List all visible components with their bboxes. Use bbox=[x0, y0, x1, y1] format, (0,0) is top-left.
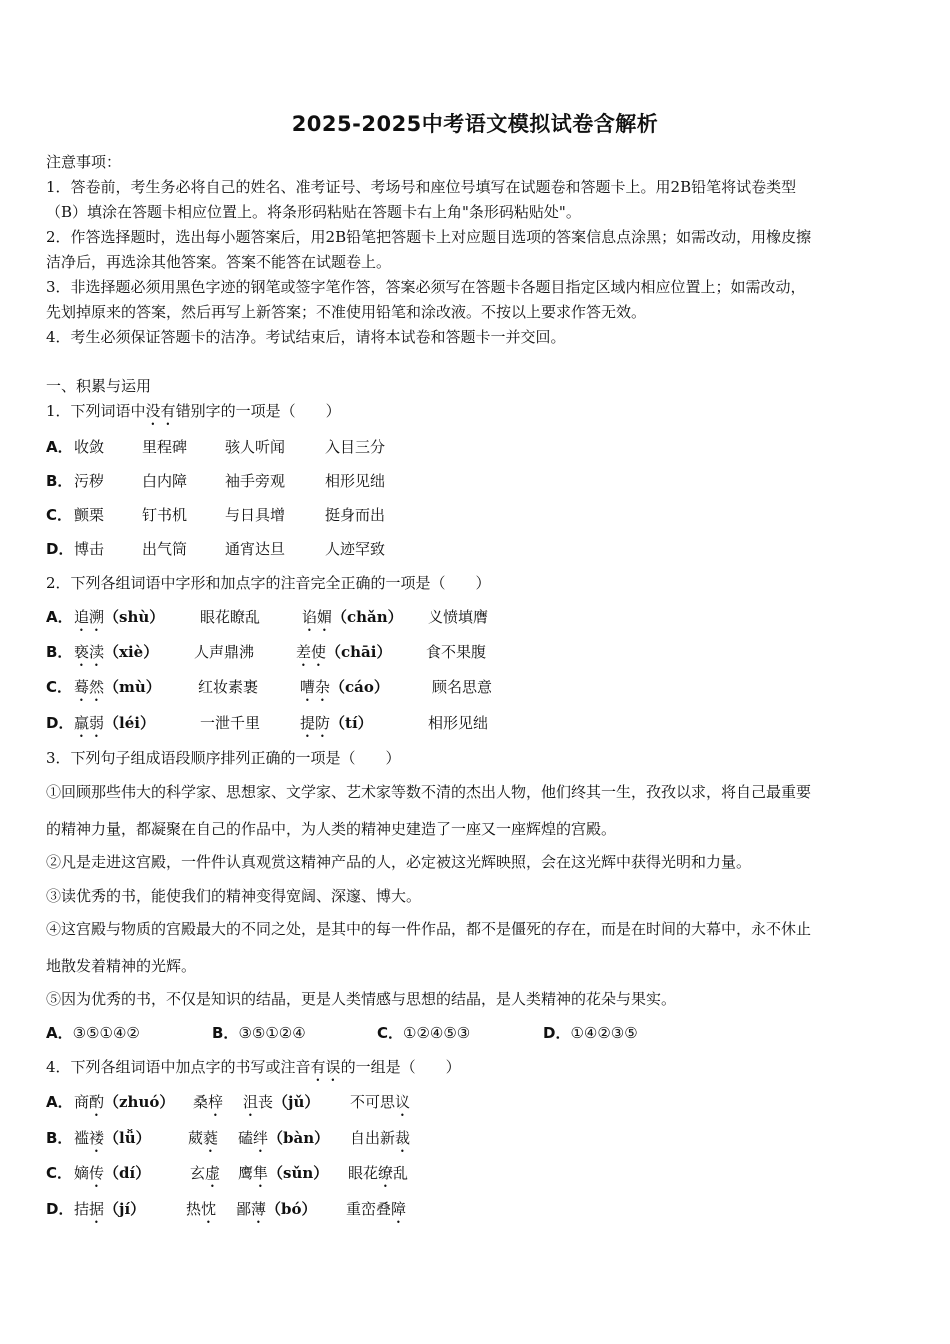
question-2-stem: 2．下列各组词语中字形和加点字的注音完全正确的一项是（ ） bbox=[46, 574, 491, 592]
q1-option-label: D． bbox=[46, 540, 74, 558]
q2-option-item: 差使（chāi） bbox=[296, 643, 392, 661]
q4-option-item: 鄙薄（bó） bbox=[236, 1200, 317, 1218]
q2-option-item: 嘈杂（cáo） bbox=[300, 678, 389, 696]
q2-option-item: 顾名思意 bbox=[432, 678, 493, 696]
q3-option-a: A．③⑤①④② bbox=[46, 1024, 140, 1042]
question-1-stem: 1．下列词语中没有错别字的一项是（ ） bbox=[46, 402, 341, 420]
notice-heading: 注意事项： bbox=[46, 153, 122, 171]
q4-option-a: A． bbox=[46, 1093, 73, 1111]
q2-option-b: B． bbox=[46, 643, 73, 661]
q2-option-item: 蓦然（mù） bbox=[74, 678, 161, 696]
q2-option-item: 相形见绌 bbox=[428, 714, 489, 732]
q3-sentence: ⑤因为优秀的书，不仅是知识的结晶，更是人类情感与思想的结晶，是人类精神的花朵与果实。 bbox=[46, 990, 677, 1008]
q3-sentence: 的精神力量，都凝聚在自己的作品中，为人类的精神史建造了一座又一座辉煌的宫殿。 bbox=[46, 820, 617, 838]
q3-sentence: ②凡是走进这宫殿，一件件认真观赏这精神产品的人，必定被这光辉映照，会在这光辉中获得光明和力量。 bbox=[46, 853, 752, 871]
q1-option-item: 骇人听闻 bbox=[225, 438, 286, 456]
q2-option-item: 亵渎（xiè） bbox=[74, 643, 159, 661]
q1-option-item: 挺身而出 bbox=[325, 506, 386, 524]
q2-option-item: 一泄千里 bbox=[200, 714, 261, 732]
notice-line: 1．答卷前，考生务必将自己的姓名、准考证号、考场号和座位号填写在试题卷和答题卡上。用2B铅笔将试卷类型 bbox=[46, 178, 797, 196]
q4-option-item: 重峦叠障 bbox=[346, 1200, 407, 1218]
q4-option-item: 桑梓 bbox=[193, 1093, 224, 1111]
q1-option-item: 白内障 bbox=[142, 472, 188, 490]
q3-sentence: ③读优秀的书，能使我们的精神变得宽阔、深邃、博大。 bbox=[46, 887, 422, 905]
q4-option-item: 商酌（zhuó） bbox=[74, 1093, 175, 1111]
notice-line: 4．考生必须保证答题卡的洁净。考试结束后，请将本试卷和答题卡一并交回。 bbox=[46, 328, 566, 346]
q1-option-item: 钉书机 bbox=[142, 506, 188, 524]
q1-option-item: 人迹罕致 bbox=[325, 540, 386, 558]
q1-option-item: 收敛 bbox=[74, 438, 105, 456]
q1-option-item: 出气筒 bbox=[142, 540, 188, 558]
q3-option-c: C．①②④⑤③ bbox=[377, 1024, 471, 1042]
q4-option-item: 葳蕤 bbox=[188, 1129, 219, 1147]
question-4-stem: 4．下列各组词语中加点字的书写或注音有误的一组是（ ） bbox=[46, 1058, 461, 1076]
q1-option-item: 博击 bbox=[74, 540, 105, 558]
q4-option-item: 磕绊（bàn） bbox=[238, 1129, 330, 1147]
q3-sentence: ④这宫殿与物质的宫殿最大的不同之处，是其中的每一件作品，都不是僵死的存在，而是在时间的大幕中，永不休止 bbox=[46, 920, 812, 938]
q3-sentence: ①回顾那些伟大的科学家、思想家、文学家、艺术家等数不清的杰出人物，他们终其一生，孜孜以求，将自己最重要 bbox=[46, 783, 812, 801]
q4-option-item: 不可思议 bbox=[350, 1093, 411, 1111]
q2-option-item: 谄媚（chǎn） bbox=[302, 608, 403, 626]
q1-option-item: 与日具增 bbox=[225, 506, 286, 524]
q1-option-item: 通宵达旦 bbox=[225, 540, 286, 558]
q4-option-c: C． bbox=[46, 1164, 73, 1182]
q2-option-d: D． bbox=[46, 714, 74, 732]
emphasis-mark: 有误 bbox=[310, 1058, 341, 1076]
q1-option-item: 相形见绌 bbox=[325, 472, 386, 490]
q2-option-item: 提防（tí） bbox=[300, 714, 373, 732]
q2-option-item: 红妆素裹 bbox=[198, 678, 259, 696]
q3-option-d: D．①④②③⑤ bbox=[543, 1024, 638, 1042]
notice-line: （B）填涂在答题卡相应位置上。将条形码粘贴在答题卡右上角"条形码粘贴处"。 bbox=[46, 203, 581, 221]
q4-option-item: 自出新裁 bbox=[350, 1129, 411, 1147]
notice-line: 洁净后，再选涂其他答案。答案不能答在试题卷上。 bbox=[46, 253, 392, 271]
notice-line: 先划掉原来的答案，然后再写上新答案；不准使用铅笔和涂改液。不按以上要求作答无效。 bbox=[46, 303, 647, 321]
emphasis-mark: 没有 bbox=[145, 402, 176, 420]
notice-line: 2．作答选择题时，选出每小题答案后，用2B铅笔把答题卡上对应题目选项的答案信息点涂黑；如需改动，用橡皮擦 bbox=[46, 228, 812, 246]
page-title: 2025-2025中考语文模拟试卷含解析 bbox=[291, 112, 659, 136]
q4-option-item: 热忱 bbox=[186, 1200, 217, 1218]
q2-option-item: 食不果腹 bbox=[426, 643, 487, 661]
notice-line: 3．非选择题必须用黑色字迹的钢笔或签字笔作答，答案必须写在答题卡各题目指定区域内相应位置上；如需改动， bbox=[46, 278, 806, 296]
q4-option-item: 玄虚 bbox=[190, 1164, 221, 1182]
q2-option-item: 义愤填膺 bbox=[428, 608, 489, 626]
q2-option-item: 眼花瞭乱 bbox=[200, 608, 261, 626]
q3-sentence: 地散发着精神的光辉。 bbox=[46, 957, 197, 975]
q4-option-item: 褴褛（lǚ） bbox=[74, 1129, 151, 1147]
q2-option-item: 人声鼎沸 bbox=[194, 643, 255, 661]
q1-option-label: B． bbox=[46, 472, 73, 490]
q4-option-item: 沮丧（jǔ） bbox=[243, 1093, 320, 1111]
q2-option-a: A． bbox=[46, 608, 73, 626]
q2-option-c: C． bbox=[46, 678, 73, 696]
q1-option-label: A． bbox=[46, 438, 73, 456]
q1-option-item: 入目三分 bbox=[325, 438, 386, 456]
q1-option-item: 污秽 bbox=[74, 472, 105, 490]
q4-option-b: B． bbox=[46, 1129, 73, 1147]
section-heading: 一、积累与运用 bbox=[46, 377, 152, 395]
q2-option-item: 追溯（shù） bbox=[74, 608, 165, 626]
q1-option-item: 里程碑 bbox=[142, 438, 188, 456]
q3-option-b: B．③⑤①②④ bbox=[212, 1024, 306, 1042]
q1-option-label: C． bbox=[46, 506, 73, 524]
q1-option-item: 颤栗 bbox=[74, 506, 105, 524]
question-3-stem: 3．下列句子组成语段顺序排列正确的一项是（ ） bbox=[46, 749, 401, 767]
q4-option-item: 眼花缭乱 bbox=[348, 1164, 409, 1182]
q4-option-item: 鹰隼（sǔn） bbox=[238, 1164, 329, 1182]
q4-option-item: 拮据（jí） bbox=[74, 1200, 146, 1218]
q4-option-item: 嫡传（dí） bbox=[74, 1164, 151, 1182]
q4-option-d: D． bbox=[46, 1200, 74, 1218]
q1-option-item: 袖手旁观 bbox=[225, 472, 286, 490]
q2-option-item: 羸弱（léi） bbox=[74, 714, 155, 732]
